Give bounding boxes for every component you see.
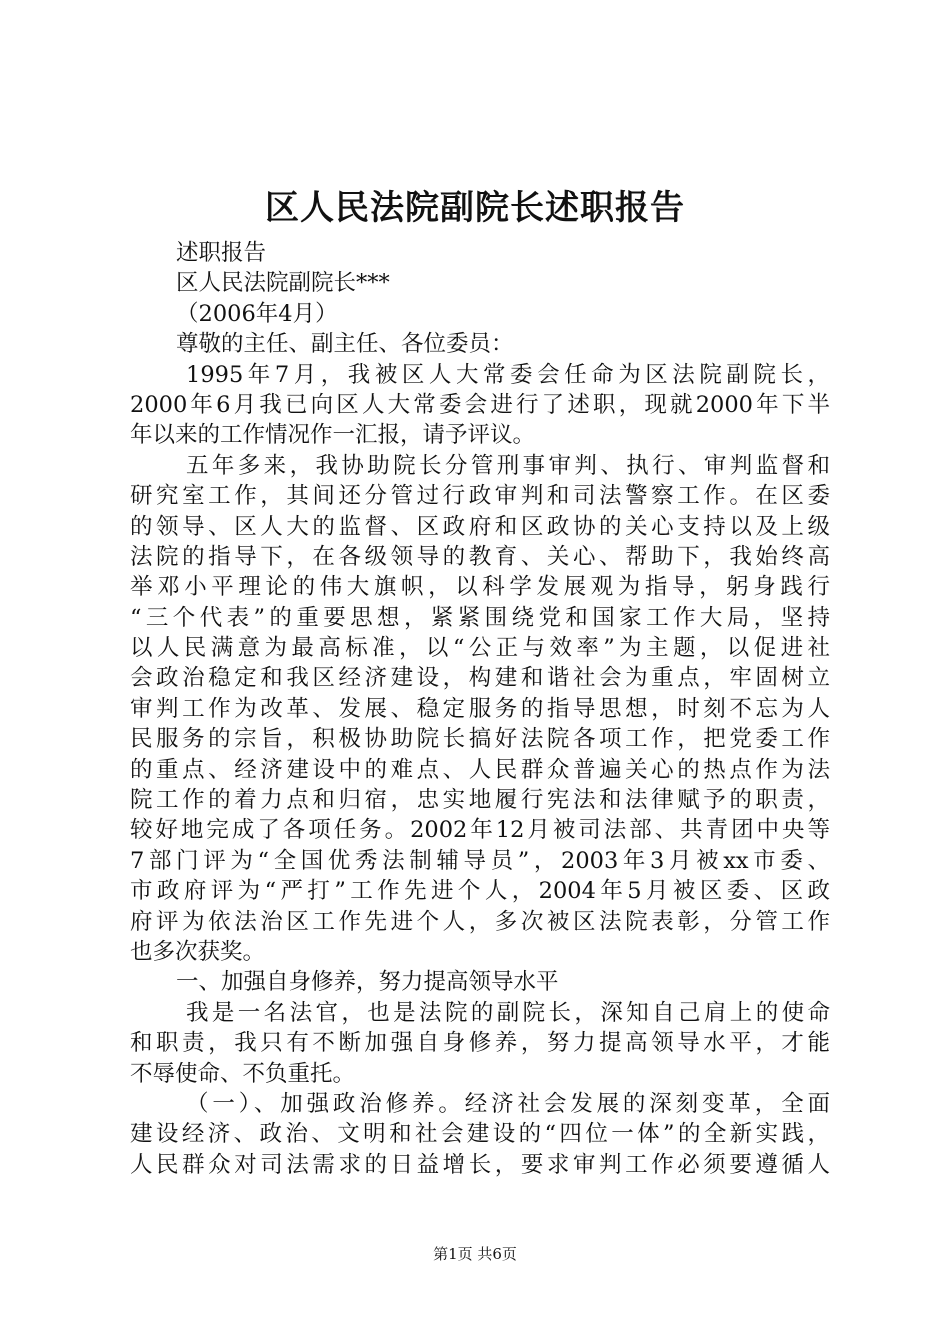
text-line: 研究室工作，其间还分管过行政审判和司法警察工作。在区委	[130, 483, 830, 510]
text-line: 民服务的宗旨，积极协助院长搞好法院各项工作，把党委工作	[130, 726, 830, 753]
text-line: （一）、加强政治修养。经济社会发展的深刻变革，全面	[186, 1090, 830, 1117]
document-title: 区人民法院副院长述职报告	[265, 188, 685, 228]
text-line: 的重点、经济建设中的难点、人民群众普遍关心的热点作为法	[130, 756, 830, 783]
document-body	[130, 238, 830, 1180]
text-line: 不辱使命、不负重托。	[130, 1060, 356, 1087]
text-line: 7部门评为“全国优秀法制辅导员”，2003年3月被xx市委、	[130, 847, 830, 874]
text-line: 的领导、区人大的监督、区政府和区政协的关心支持以及上级	[130, 513, 830, 540]
page-footer: 第1页 共6页	[433, 1245, 517, 1263]
text-line: 以人民满意为最高标准，以“公正与效率”为主题，以促进社	[130, 635, 830, 662]
text-line: “三个代表”的重要思想，紧紧围绕党和国家工作大局，坚持	[130, 604, 830, 631]
text-line: 法院的指导下，在各级领导的教育、关心、帮助下，我始终高	[130, 543, 830, 570]
text-line: 述职报告	[176, 240, 267, 266]
text-line: 院工作的着力点和归宿，忠实地履行宪法和法律赋予的职责，	[130, 787, 830, 814]
section-heading: 一、加强自身修养，努力提高领导水平	[176, 969, 559, 996]
text-line: （2006年4月）	[176, 300, 338, 327]
text-line: 会政治稳定和我区经济建设，构建和谐社会为重点，牢固树立	[130, 665, 830, 692]
text-line: 审判工作为改革、发展、稳定服务的指导思想，时刻不忘为人	[130, 695, 830, 722]
text-line: 人民群众对司法需求的日益增长，要求审判工作必须要遵循人	[130, 1151, 830, 1178]
text-line: 也多次获奖。	[130, 938, 266, 965]
text-line: 市政府评为“严打”工作先进个人，2004年5月被区委、区政	[130, 878, 830, 905]
text-line: 2000年6月我已向区人大常委会进行了述职，现就2000年下半	[130, 391, 830, 418]
text-line: 年以来的工作情况作一汇报，请予评议。	[130, 422, 536, 449]
text-line: 五年多来，我协助院长分管刑事审判、执行、审判监督和	[186, 452, 830, 479]
text-line: 区人民法院副院长***	[176, 270, 390, 297]
text-line: 尊敬的主任、副主任、各位委员：	[176, 331, 514, 358]
text-line: 和职责，我只有不断加强自身修养，努力提高领导水平，才能	[130, 1030, 830, 1057]
text-line: 举邓小平理论的伟大旗帜，以科学发展观为指导，躬身践行	[130, 574, 830, 601]
text-line: 建设经济、政治、文明和社会建设的“四位一体”的全新实践，	[130, 1121, 830, 1148]
text-line: 我是一名法官，也是法院的副院长，深知自己肩上的使命	[186, 999, 830, 1026]
text-line: 1995年7月，我被区人大常委会任命为区法院副院长，	[186, 361, 830, 388]
text-line: 较好地完成了各项任务。2002年12月被司法部、共青团中央等	[130, 817, 830, 844]
text-line: 府评为依法治区工作先进个人，多次被区法院表彰，分管工作	[130, 908, 830, 935]
